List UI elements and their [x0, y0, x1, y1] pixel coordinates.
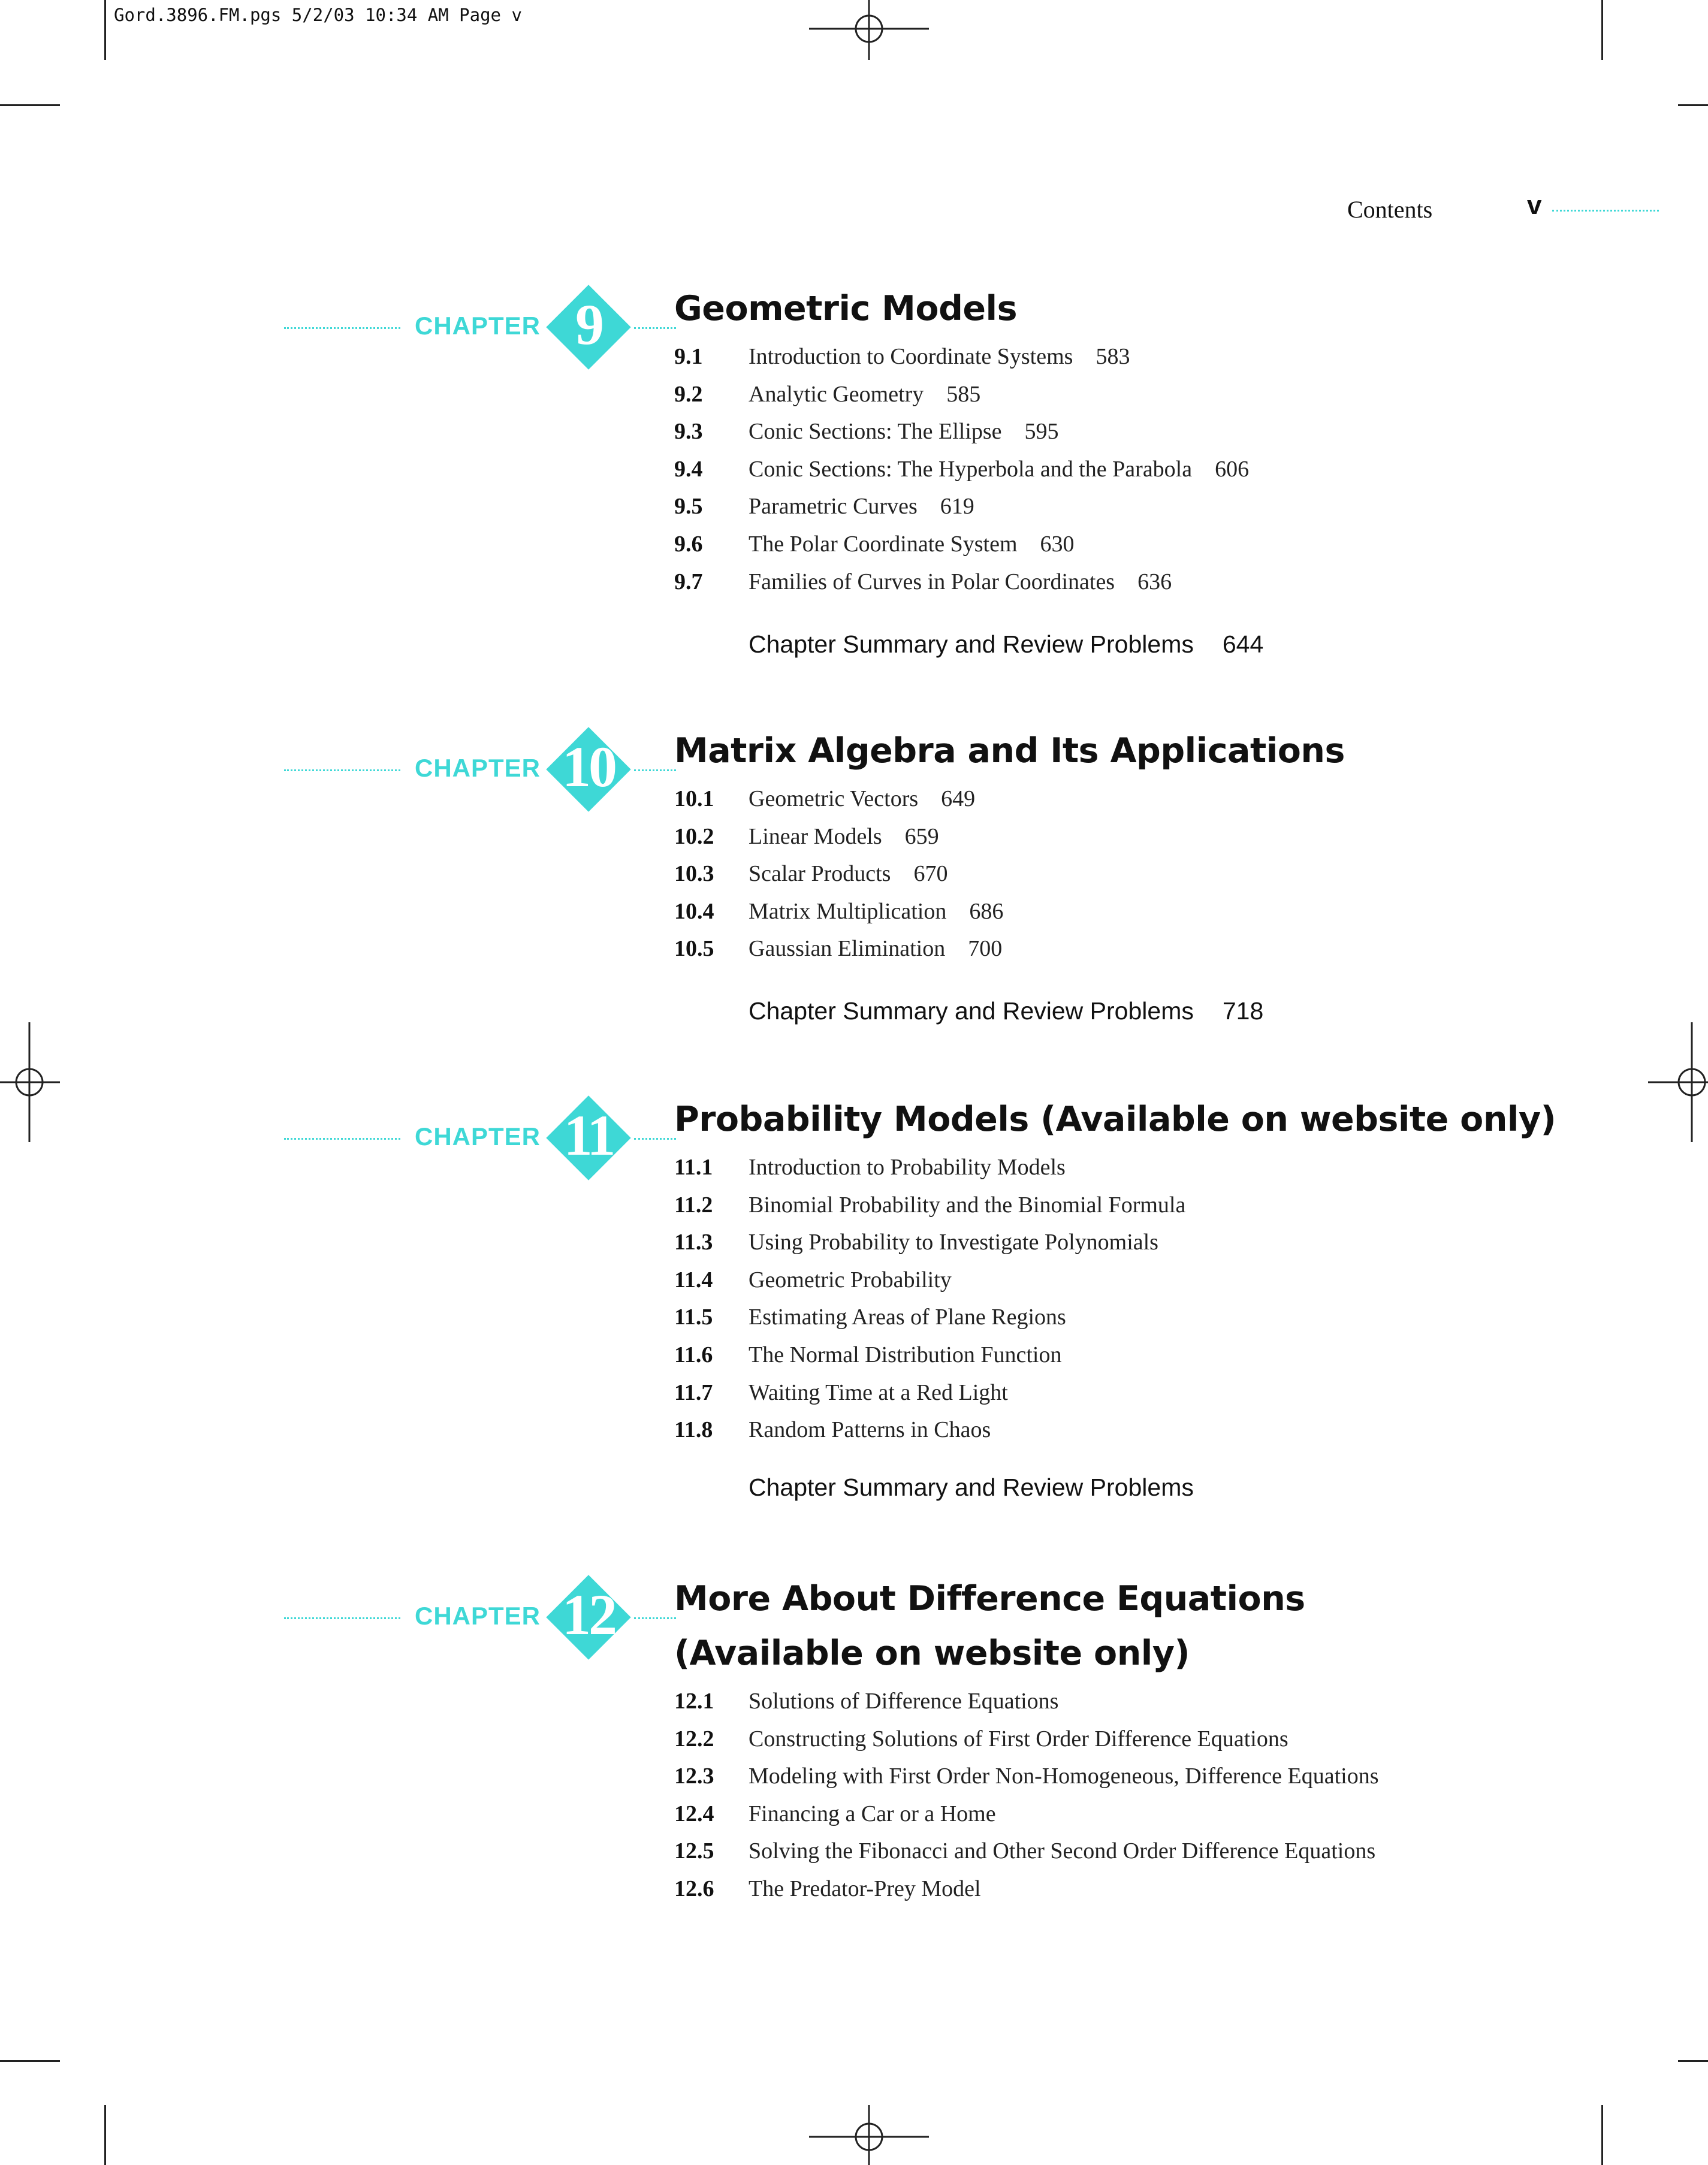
section-item[interactable] — [674, 1411, 1185, 1449]
section-item[interactable] — [674, 1832, 1378, 1870]
section-list — [674, 1683, 1378, 1908]
section-page: 700 — [968, 936, 1003, 962]
section-number: 11.5 — [674, 1305, 713, 1330]
section-title: Random Patterns in Chaos — [749, 1417, 991, 1443]
section-title: Families of Curves in Polar Coordinates — [749, 569, 1115, 594]
registration-mark-bottom — [809, 2105, 929, 2165]
summary-page: 718 — [1222, 997, 1264, 1025]
chapter-dotted-rule — [284, 1617, 400, 1619]
section-page: 585 — [946, 381, 981, 407]
summary-page: 644 — [1222, 630, 1264, 658]
section-title: Analytic Geometry — [749, 381, 924, 407]
chapter-summary[interactable] — [749, 630, 1263, 659]
summary-title: Chapter Summary and Review Problems — [749, 997, 1194, 1025]
section-item[interactable] — [674, 376, 1249, 413]
section-title: Parametric Curves — [749, 494, 918, 520]
section-item[interactable] — [674, 563, 1249, 601]
section-item[interactable] — [674, 1795, 1378, 1833]
chapter-dotted-rule — [284, 769, 400, 771]
section-page: 670 — [913, 861, 948, 887]
section-title: Linear Models — [749, 823, 882, 849]
section-item[interactable] — [674, 780, 1003, 818]
section-title: Binomial Probability and the Binomial Formula — [749, 1192, 1186, 1218]
chapter-dotted-rule — [284, 327, 400, 329]
section-list — [674, 780, 1003, 968]
section-number: 11.2 — [674, 1192, 713, 1218]
section-page: 606 — [1215, 456, 1250, 482]
section-number: 10.1 — [674, 786, 714, 811]
section-number: 9.3 — [674, 419, 703, 445]
section-item[interactable] — [674, 855, 1003, 893]
registration-mark-left — [0, 1022, 60, 1142]
section-title: Matrix Multiplication — [749, 898, 947, 924]
section-list — [674, 1149, 1185, 1449]
chapter-title: Matrix Algebra and Its Applications — [674, 731, 1345, 771]
section-title: Gaussian Elimination — [749, 936, 946, 962]
section-title: The Predator-Prey Model — [749, 1876, 981, 1901]
section-number: 9.4 — [674, 456, 703, 482]
chapter-dotted-rule — [634, 1617, 676, 1619]
section-number: 12.4 — [674, 1801, 714, 1826]
section-title: Introduction to Coordinate Systems — [749, 344, 1073, 369]
printer-slug: Gord.3896.FM.pgs 5/2/03 10:34 AM Page v — [114, 5, 522, 25]
section-number: 9.2 — [674, 381, 703, 407]
folio-dotted-rule — [1552, 210, 1659, 212]
section-number: 11.3 — [674, 1230, 713, 1255]
section-item[interactable] — [674, 1224, 1185, 1261]
section-item[interactable] — [674, 818, 1003, 856]
section-item[interactable] — [674, 451, 1249, 488]
chapter-number: 12 — [562, 1583, 615, 1647]
section-number: 11.6 — [674, 1342, 713, 1367]
section-page: 619 — [940, 494, 974, 520]
chapter-label: CHAPTER — [415, 754, 541, 782]
chapter-summary[interactable] — [749, 1473, 1194, 1502]
chapter-number: 11 — [563, 1103, 614, 1167]
section-title: Constructing Solutions of First Order Difference Equations — [749, 1726, 1288, 1752]
section-item[interactable] — [674, 1186, 1185, 1224]
section-number: 10.5 — [674, 936, 714, 962]
section-title: The Normal Distribution Function — [749, 1342, 1062, 1367]
section-title: Conic Sections: The Ellipse — [749, 419, 1002, 445]
section-item[interactable] — [674, 413, 1249, 451]
section-item[interactable] — [674, 1758, 1378, 1795]
section-title: Financing a Car or a Home — [749, 1801, 996, 1826]
section-title: Scalar Products — [749, 861, 891, 887]
section-number: 10.2 — [674, 823, 714, 849]
section-item[interactable] — [674, 1336, 1185, 1374]
section-title: Solving the Fibonacci and Other Second Order Difference Equations — [749, 1838, 1376, 1864]
section-title: Introduction to Probability Models — [749, 1155, 1066, 1180]
section-page: 649 — [941, 786, 976, 811]
section-item[interactable] — [674, 338, 1249, 376]
section-item[interactable] — [674, 488, 1249, 526]
chapter-label: CHAPTER — [415, 312, 541, 340]
section-title: Waiting Time at a Red Light — [749, 1379, 1008, 1405]
section-item[interactable] — [674, 1261, 1185, 1299]
chapter-summary[interactable] — [749, 997, 1263, 1025]
chapter-label: CHAPTER — [415, 1602, 541, 1630]
running-head: Contents — [1347, 196, 1433, 223]
chapter-title: More About Difference Equations (Available on website only) — [674, 1579, 1305, 1673]
section-number: 12.3 — [674, 1764, 714, 1789]
section-number: 11.4 — [674, 1267, 713, 1293]
section-number: 12.6 — [674, 1876, 714, 1901]
section-item[interactable] — [674, 1870, 1378, 1908]
chapter-number: 10 — [562, 735, 615, 799]
section-item[interactable] — [674, 526, 1249, 563]
section-item[interactable] — [674, 1149, 1185, 1186]
section-title: Estimating Areas of Plane Regions — [749, 1305, 1066, 1330]
section-item[interactable] — [674, 1374, 1185, 1412]
chapter-dotted-rule — [634, 327, 676, 329]
section-title: Solutions of Difference Equations — [749, 1689, 1059, 1714]
section-number: 12.5 — [674, 1838, 714, 1864]
section-number: 9.6 — [674, 531, 703, 557]
section-page: 686 — [969, 898, 1004, 924]
section-number: 11.8 — [674, 1417, 713, 1443]
summary-title: Chapter Summary and Review Problems — [749, 630, 1194, 658]
section-item[interactable] — [674, 1720, 1378, 1758]
section-item[interactable] — [674, 1683, 1378, 1720]
section-number: 12.2 — [674, 1726, 714, 1752]
section-number: 9.5 — [674, 494, 703, 520]
section-number: 10.4 — [674, 898, 714, 924]
section-title: Geometric Probability — [749, 1267, 952, 1293]
chapter-number: 9 — [575, 292, 602, 357]
section-title: The Polar Coordinate System — [749, 531, 1018, 557]
section-title: Using Probability to Investigate Polynomials — [749, 1230, 1158, 1255]
section-title: Modeling with First Order Non-Homogeneous, Difference Equations — [749, 1764, 1379, 1789]
chapter-dotted-rule — [634, 1138, 676, 1140]
chapter-title: Probability Models (Available on website only) — [674, 1100, 1556, 1139]
section-item[interactable] — [674, 1299, 1185, 1336]
section-item[interactable] — [674, 930, 1003, 968]
section-page: 630 — [1040, 531, 1075, 557]
section-title: Geometric Vectors — [749, 786, 919, 811]
section-number: 12.1 — [674, 1689, 714, 1714]
chapter-dotted-rule — [634, 769, 676, 771]
registration-mark-right — [1648, 1022, 1708, 1142]
section-list — [674, 338, 1249, 600]
section-title: Conic Sections: The Hyperbola and the Parabola — [749, 456, 1193, 482]
section-page: 583 — [1096, 344, 1130, 369]
section-number: 9.7 — [674, 569, 703, 594]
summary-title: Chapter Summary and Review Problems — [749, 1473, 1194, 1501]
registration-mark-top — [809, 0, 929, 60]
chapter-label: CHAPTER — [415, 1122, 541, 1151]
section-number: 11.1 — [674, 1155, 713, 1180]
section-page: 636 — [1137, 569, 1172, 594]
chapter-title: Geometric Models — [674, 289, 1017, 328]
page-number: v — [1527, 191, 1542, 220]
section-number: 11.7 — [674, 1379, 713, 1405]
section-page: 595 — [1024, 419, 1059, 445]
section-page: 659 — [904, 823, 939, 849]
section-item[interactable] — [674, 893, 1003, 931]
section-number: 9.1 — [674, 344, 703, 369]
section-number: 10.3 — [674, 861, 714, 887]
chapter-dotted-rule — [284, 1138, 400, 1140]
